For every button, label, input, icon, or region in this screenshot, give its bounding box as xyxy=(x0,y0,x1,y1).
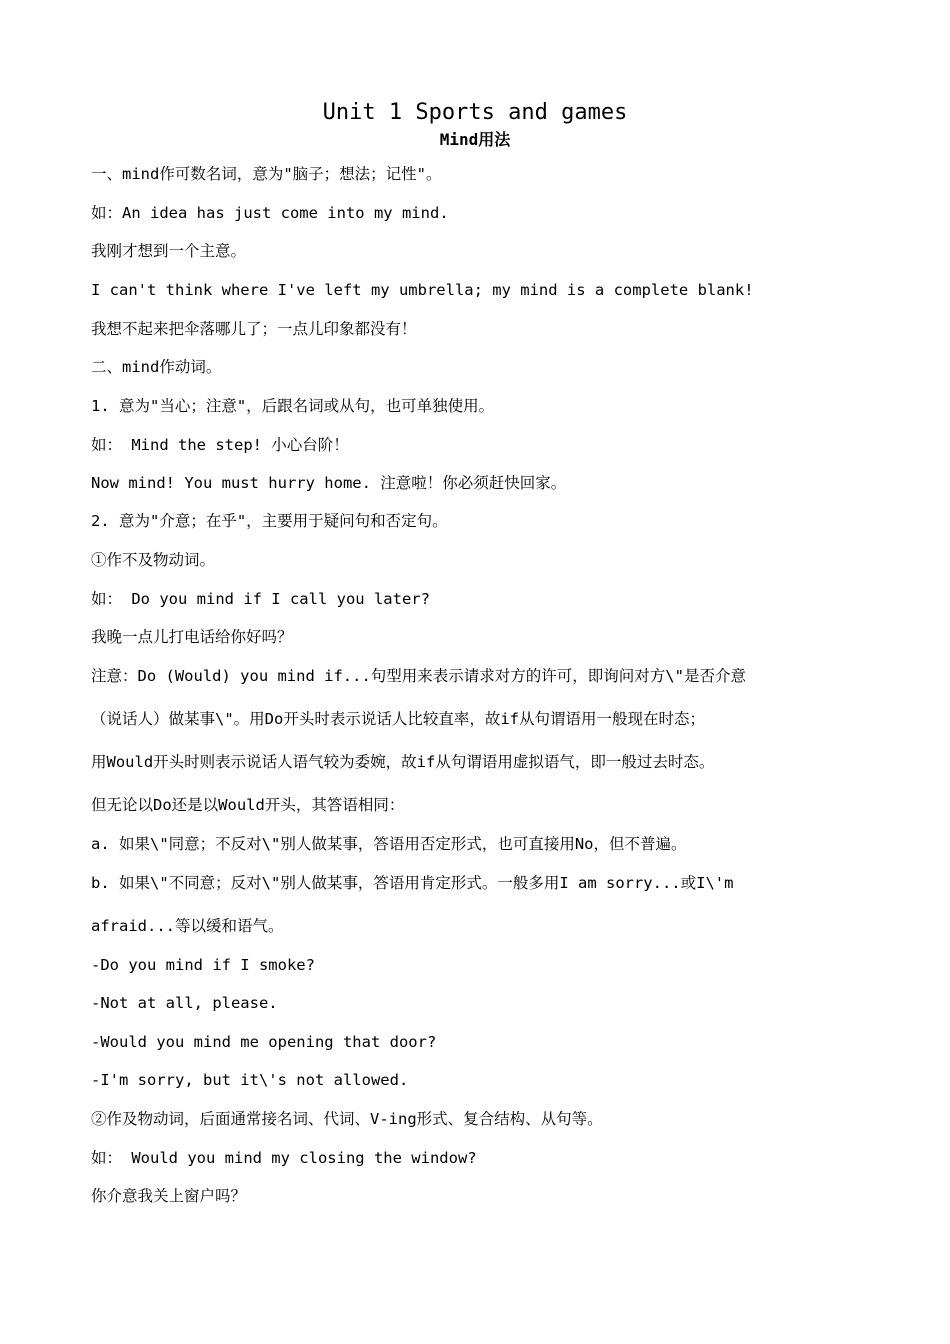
text-line: -I'm sorry, but it\'s not allowed. xyxy=(91,1071,409,1089)
text-line: 用Would开头时则表示说话人语气较为委婉，故if从句谓语用虚拟语气，即一般过去时态。 xyxy=(91,753,715,771)
text-line: 1. 意为"当心；注意"，后跟名词或从句，也可单独使用。 xyxy=(91,397,495,415)
text-line: 如： Do you mind if I call you later? xyxy=(91,590,430,608)
text-line: I can't think where I've left my umbrella; my mind is a complete blank! xyxy=(91,281,754,299)
text-line: -Not at all, please. xyxy=(91,994,278,1012)
text-line: 如： Would you mind my closing the window? xyxy=(91,1149,477,1167)
text-line: Now mind! You must hurry home. 注意啦！你必须赶快回家。 xyxy=(91,474,567,492)
text-line: b. 如果\"不同意；反对\"别人做某事，答语用肯定形式。一般多用I am sorry...或I\'m xyxy=(91,874,734,892)
text-line: ①作不及物动词。 xyxy=(91,551,216,569)
text-line: -Would you mind me opening that door? xyxy=(91,1033,437,1051)
document-title: Unit 1 Sports and games xyxy=(322,100,628,125)
text-line: 2. 意为"介意；在乎"，主要用于疑问句和否定句。 xyxy=(91,512,448,530)
text-line: -Do you mind if I smoke? xyxy=(91,956,315,974)
text-line: 我刚才想到一个主意。 xyxy=(91,242,247,260)
text-line: a. 如果\"同意；不反对\"别人做某事，答语用否定形式，也可直接用No，但不普遍。 xyxy=(91,835,687,853)
text-line: afraid...等以缓和语气。 xyxy=(91,917,284,935)
document-subtitle: Mind用法 xyxy=(439,130,511,149)
text-line: 你介意我关上窗户吗？ xyxy=(91,1187,247,1205)
text-line: 我想不起来把伞落哪儿了；一点儿印象都没有！ xyxy=(91,320,417,338)
text-line: 但无论以Do还是以Would开头，其答语相同： xyxy=(91,796,405,814)
text-line: ②作及物动词，后面通常接名词、代词、V-ing形式、复合结构、从句等。 xyxy=(91,1110,603,1128)
text-line: 我晚一点儿打电话给你好吗？ xyxy=(91,628,293,646)
text-line: 一、mind作可数名词，意为"脑子；想法；记性"。 xyxy=(91,165,442,183)
text-line: 如： Mind the step! 小心台阶！ xyxy=(91,436,349,454)
text-line: 如：An idea has just come into my mind. xyxy=(91,204,449,222)
text-line: 二、mind作动词。 xyxy=(91,358,222,376)
text-line: 注意：Do (Would) you mind if...句型用来表示请求对方的许可，即询问对方\"是否介意 xyxy=(91,667,746,685)
text-line: （说话人）做某事\"。用Do开头时表示说话人比较直率，故if从句谓语用一般现在时态； xyxy=(91,710,705,728)
